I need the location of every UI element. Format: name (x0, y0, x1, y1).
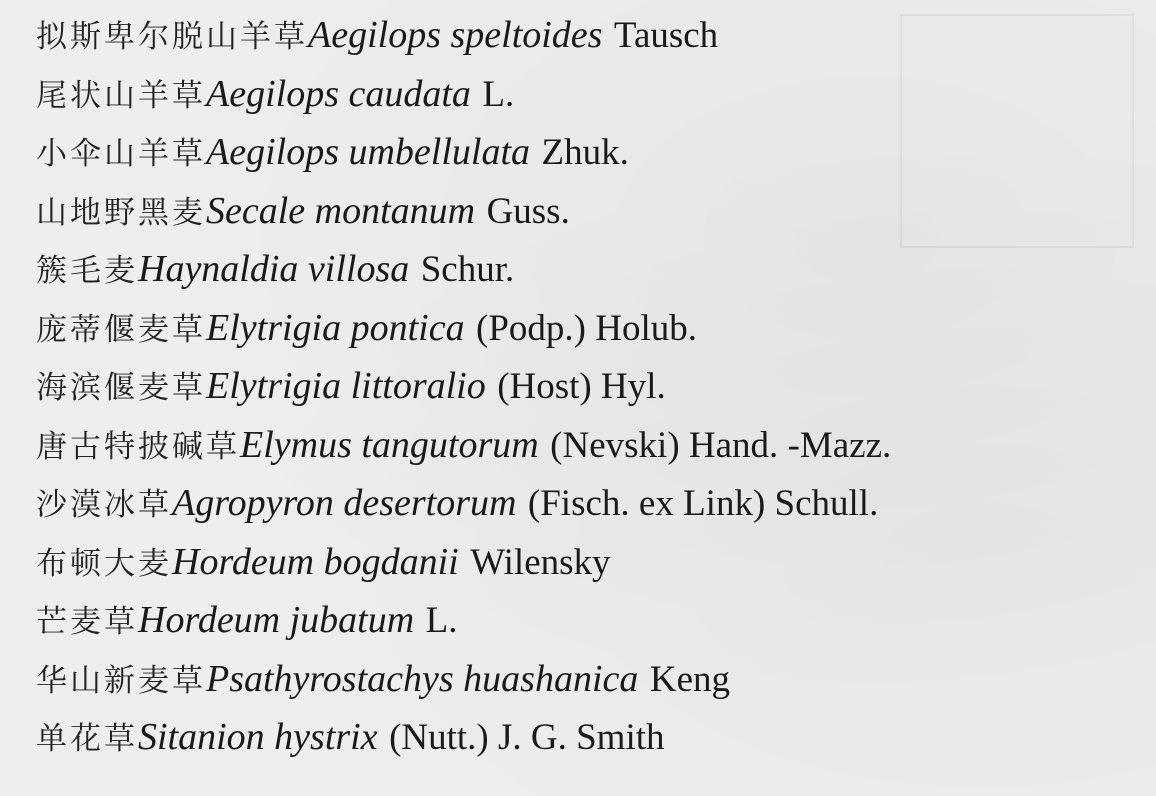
species-entry (36, 299, 891, 358)
scientific-name: Psathyrostachys huashanica (206, 657, 639, 700)
author-citation: L. (425, 600, 458, 641)
species-entry (36, 650, 891, 709)
scientific-name: Haynaldia villosa (138, 248, 410, 290)
scientific-name: Secale montanum (206, 189, 476, 232)
chinese-name: 尾状山羊草 (36, 77, 206, 114)
species-entry (36, 533, 891, 592)
chinese-name: 华山新麦草 (36, 662, 206, 699)
author-citation: Zhuk. (541, 132, 629, 173)
chinese-name: 拟斯卑尔脱山羊草 (36, 19, 308, 55)
author-citation: (Fisch. ex Link) Schull. (527, 483, 879, 524)
chinese-name: 海滨偃麦草 (36, 370, 206, 406)
author-citation: (Host) Hyl. (497, 366, 666, 407)
scientific-name: Elymus tangutorum (240, 423, 539, 466)
scientific-name: Aegilops caudata (206, 72, 471, 115)
chinese-name: 小伞山羊草 (36, 136, 206, 172)
scientific-name: Agropyron desertorum (172, 482, 517, 524)
species-entry (36, 182, 891, 241)
author-citation: Guss. (486, 190, 570, 232)
species-entry (36, 6, 891, 65)
chinese-name: 庞蒂偃麦草 (36, 311, 206, 348)
species-entry (36, 416, 891, 475)
bleed-through-box (900, 14, 1134, 248)
chinese-name: 沙漠冰草 (36, 487, 172, 523)
scientific-name: Elytrigia littoralio (206, 365, 486, 407)
species-entry (36, 123, 891, 182)
chinese-name: 簇毛麦 (36, 253, 138, 289)
chinese-name: 布顿大麦 (36, 545, 172, 582)
chinese-name: 山地野黑麦 (36, 194, 206, 231)
species-list (36, 6, 891, 767)
species-entry (36, 357, 891, 416)
species-entry (36, 65, 891, 124)
scientific-name: Aegilops speltoides (308, 14, 603, 56)
scientific-name: Sitanion hystrix (138, 716, 378, 758)
author-citation: (Nutt.) J. G. Smith (389, 717, 665, 758)
scientific-name: Hordeum jubatum (138, 599, 415, 641)
author-citation: Keng (649, 658, 730, 700)
author-citation: Wilensky (470, 541, 611, 583)
author-citation: Tausch (613, 15, 719, 56)
species-entry (36, 591, 891, 650)
chinese-name: 唐古特披碱草 (36, 428, 240, 465)
chinese-name: 单花草 (36, 721, 138, 757)
scientific-name: Aegilops umbellulata (206, 131, 531, 173)
author-citation: Schur. (420, 249, 515, 290)
author-citation: (Nevski) Hand. -Mazz. (550, 424, 892, 466)
species-entry (36, 240, 891, 299)
scientific-name: Hordeum bogdanii (172, 540, 459, 583)
author-citation: (Podp.) Holub. (476, 307, 698, 349)
species-entry (36, 708, 891, 767)
scientific-name: Elytrigia pontica (206, 306, 465, 349)
author-citation: L. (482, 73, 515, 115)
chinese-name: 芒麦草 (36, 604, 138, 640)
species-entry (36, 474, 891, 533)
